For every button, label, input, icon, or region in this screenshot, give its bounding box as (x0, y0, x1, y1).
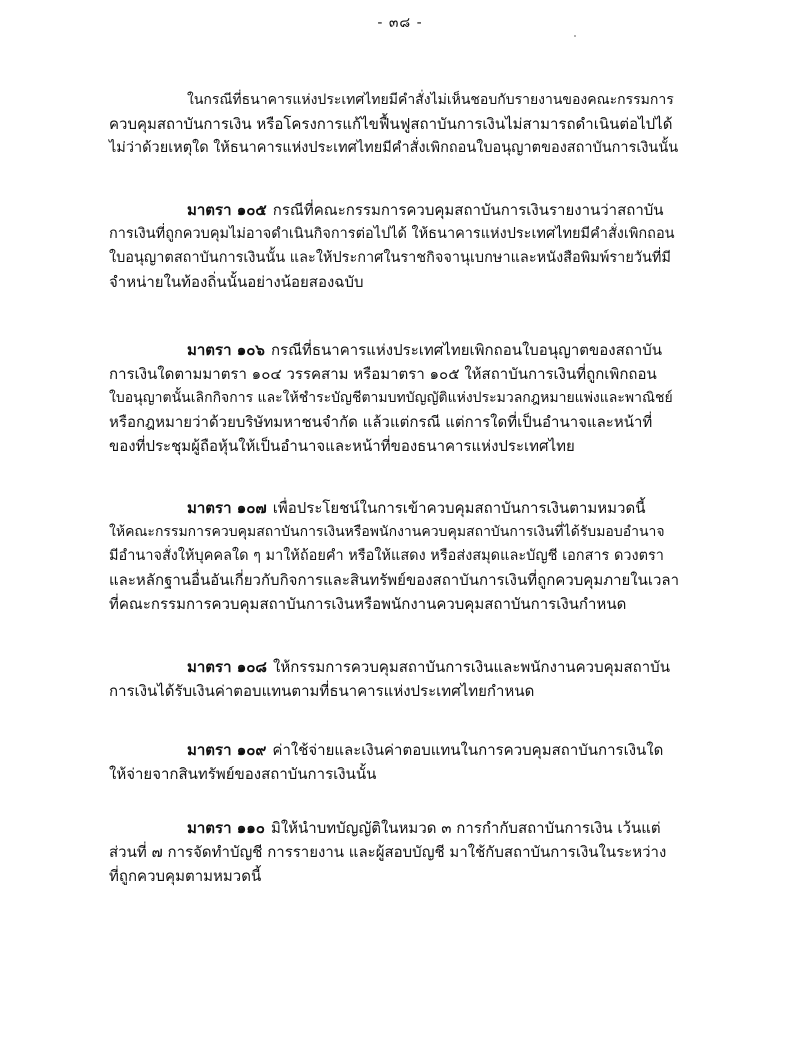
text-line: มีอำนาจสั่งให้บุคคลใด ๆ มาให้ถ้อยคำ หรือให้แสดง หรือส่งสมุดและบัญชี เอกสาร ดวงตรา (109, 548, 664, 564)
text-segment: มิให้นำบทบัญญัติในหมวด ๓ การกำกับสถาบันการเงิน เว้นแต่ (270, 819, 661, 837)
page-number: - ๓๘ - (377, 15, 423, 31)
text-line: ของที่ประชุมผู้ถือหุ้นให้เป็นอำนาจและหน้าที่ของธนาคารแห่งประเทศไทย (109, 437, 575, 455)
section-109 (109, 738, 679, 786)
text-line: ส่วนที่ ๗ การจัดทำบัญชี การรายงาน และผู้สอบบัญชี มาใช้กับสถาบันการเงินในระหว่าง (109, 843, 667, 861)
section-108 (109, 655, 679, 703)
text-line: ใบอนุญาตนั้นเลิกกิจการ และให้ชำระบัญชีตามบทบัญญัติแห่งประมวลกฎหมายแพ่งและพาณิชย์ (109, 390, 673, 406)
text-segment: กรณีที่คณะกรรมการควบคุมสถาบันการเงินรายงานว่าสถาบัน (272, 201, 664, 219)
text-segment: กรณีที่ธนาคารแห่งประเทศไทยเพิกถอนใบอนุญาตของสถาบัน (270, 341, 663, 359)
section-107 (109, 496, 679, 616)
text-line: และหลักฐานอื่นอันเกี่ยวกับกิจการและสินทรัพย์ของสถาบันการเงินที่ถูกควบคุมภายในเวลา (109, 571, 680, 589)
section-heading: มาตรา ๑๐๕ (187, 201, 267, 219)
scan-speck (574, 35, 576, 37)
text-line: ในกรณีที่ธนาคารแห่งประเทศไทยมีคำสั่งไม่เห็นชอบกับรายงานของคณะกรรมการ (187, 92, 674, 108)
text-line: การเงินได้รับเงินค่าตอบแทนตามที่ธนาคารแห่งประเทศไทยกำหนด (109, 682, 535, 700)
paragraph-bot-license-revocation (109, 88, 679, 160)
document-body (109, 88, 679, 888)
section-heading: มาตรา ๑๑๐ (187, 819, 265, 837)
text-line: ที่คณะกรรมการควบคุมสถาบันการเงินหรือพนักงานควบคุมสถาบันการเงินกำหนด (109, 595, 627, 613)
text-line (109, 496, 679, 520)
text-line: ที่ถูกควบคุมตามหมวดนี้ (109, 867, 262, 885)
text-line: ไม่ว่าด้วยเหตุใด ให้ธนาคารแห่งประเทศไทยมีคำสั่งเพิกถอนใบอนุญาตของสถาบันการเงินนั้น (109, 140, 679, 156)
section-heading: มาตรา ๑๐๙ (187, 741, 267, 759)
text-line: ให้จ่ายจากสินทรัพย์ของสถาบันการเงินนั้น (109, 765, 377, 783)
text-line (109, 816, 679, 840)
section-106 (109, 338, 679, 458)
text-line: การเงินที่ถูกควบคุมไม่อาจดำเนินกิจการต่อไปได้ ให้ธนาคารแห่งประเทศไทยมีคำสั่งเพิกถอน (109, 226, 675, 242)
section-105 (109, 198, 679, 294)
section-110 (109, 816, 679, 888)
text-line: การเงินใดตามมาตรา ๑๐๔ วรรคสาม หรือมาตรา ๑๐๕ ให้สถาบันการเงินที่ถูกเพิกถอน (109, 365, 657, 383)
section-heading: มาตรา ๑๐๗ (187, 499, 267, 517)
text-line: ควบคุมสถาบันการเงิน หรือโครงการแก้ไขฟื้นฟูสถาบันการเงินไม่สามารถดำเนินต่อไปได้ (109, 115, 673, 133)
text-line (109, 338, 679, 362)
text-line: ให้คณะกรรมการควบคุมสถาบันการเงินหรือพนักงานควบคุมสถาบันการเงินที่ได้รับมอบอำนาจ (109, 524, 665, 540)
text-line (109, 198, 679, 222)
text-line: หรือกฎหมายว่าด้วยบริษัทมหาชนจำกัด แล้วแต่กรณี แต่การใดที่เป็นอำนาจและหน้าที่ (109, 413, 653, 431)
text-line (109, 655, 679, 679)
text-segment: ค่าใช้จ่ายและเงินค่าตอบแทนในการควบคุมสถาบันการเงินใด (272, 741, 664, 759)
text-segment: ให้กรรมการควบคุมสถาบันการเงินและพนักงานควบคุมสถาบัน (273, 658, 670, 676)
text-line: จำหน่ายในท้องถิ่นนั้นอย่างน้อยสองฉบับ (109, 273, 364, 291)
section-heading: มาตรา ๑๐๘ (187, 658, 268, 676)
section-heading: มาตรา ๑๐๖ (187, 341, 265, 359)
text-line (109, 738, 679, 762)
text-line: ใบอนุญาตสถาบันการเงินนั้น และให้ประกาศในราชกิจจานุเบกษาและหนังสือพิมพ์รายวันที่มี (109, 250, 671, 266)
text-segment: เพื่อประโยชน์ในการเข้าควบคุมสถาบันการเงินตามหมวดนี้ (272, 499, 646, 517)
